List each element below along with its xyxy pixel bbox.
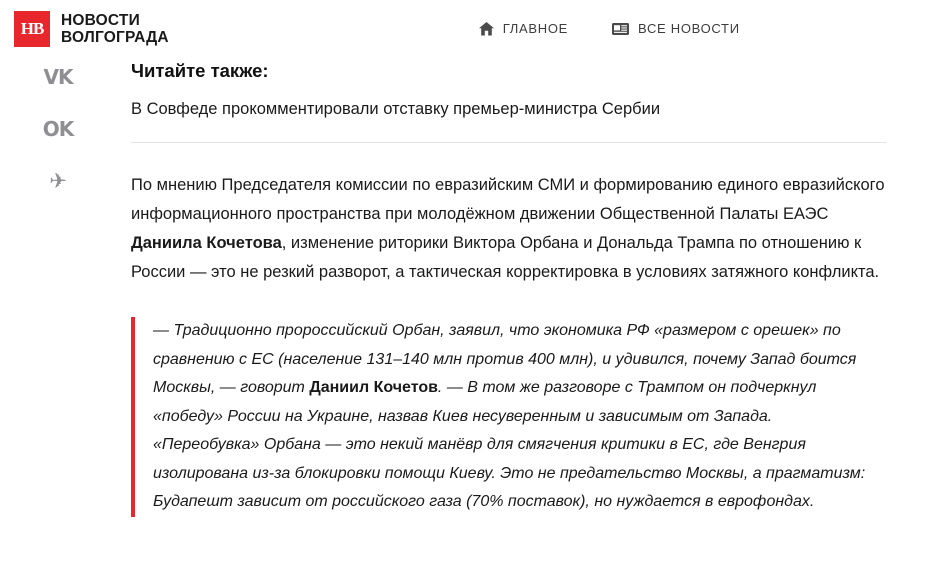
nav-item-main[interactable] [479, 21, 568, 36]
quote-part-1: — Традиционно пророссийский Орбан, заявил, что экономика РФ «размером с орешек» по сравнению с ЕС (население 131–140 млн против 400 млн), и удивился, почему Запад боится Москвы, — говорит [153, 322, 857, 396]
logo-line-1: НОВОСТИ [61, 11, 140, 29]
article-paragraph [131, 171, 887, 287]
paragraph-part-1: По мнению Председателя комиссии по евразийским СМИ и формированию единого евразийского информационного пространства при молодёжном движении Общественной Палаты ЕАЭС [131, 176, 885, 223]
telegram-icon-glyph: ✈ [49, 168, 67, 193]
nav-item-all-news-label: ВСЕ НОВОСТИ [638, 21, 740, 36]
paragraph-part-2: , изменение риторики Виктора Орбана и Дональда Трампа по отношению к России — это не резкий разворот, а тактическая корректировка в условиях затяжного конфликта. [131, 234, 880, 281]
read-also-link[interactable]: В Совфеде прокомментировали отставку премьер-министра Сербии [131, 100, 661, 118]
quote-part-2: . — В том же разговоре с Трампом он подчеркнул «победу» России на Украине, назвав Киев несуверенным и зависимым от Запада. «Переобувка» Орбана — это некий манёвр для смягчения критики в ЕС, где Венгрия изолирована из-за блокировки помощи Киеву. Это не предательство Москвы, а прагматизм: Будапешт зависит от российского газа (70% поставок), но нуждается в еврофондах. [153, 379, 866, 510]
home-icon [479, 22, 494, 36]
telegram-icon[interactable] [43, 166, 73, 196]
vk-icon-glyph: VK [43, 65, 73, 89]
article-blockquote [131, 317, 883, 517]
quote-bold-name: Даниил Кочетов [309, 379, 438, 396]
odnoklassniki-icon[interactable] [43, 114, 73, 144]
vk-icon[interactable] [43, 62, 73, 92]
read-also-title: Читайте также: [131, 60, 269, 81]
logo-text [61, 12, 169, 46]
site-logo[interactable] [0, 11, 169, 47]
social-share-rail [36, 62, 80, 196]
site-header [0, 0, 940, 58]
nav-item-all-news[interactable] [612, 21, 740, 36]
logo-line-2: ВОЛГОГРАДА [61, 28, 169, 46]
odnoklassniki-icon-glyph: OK [42, 117, 74, 141]
news-icon [612, 22, 629, 36]
nav-item-main-label: ГЛАВНОЕ [502, 21, 569, 36]
content-divider [131, 142, 886, 143]
article-content [131, 60, 891, 517]
main-navigation [479, 21, 740, 36]
paragraph-bold-name: Даниила Кочетова [131, 234, 282, 252]
logo-mark-icon: НВ [14, 11, 50, 47]
